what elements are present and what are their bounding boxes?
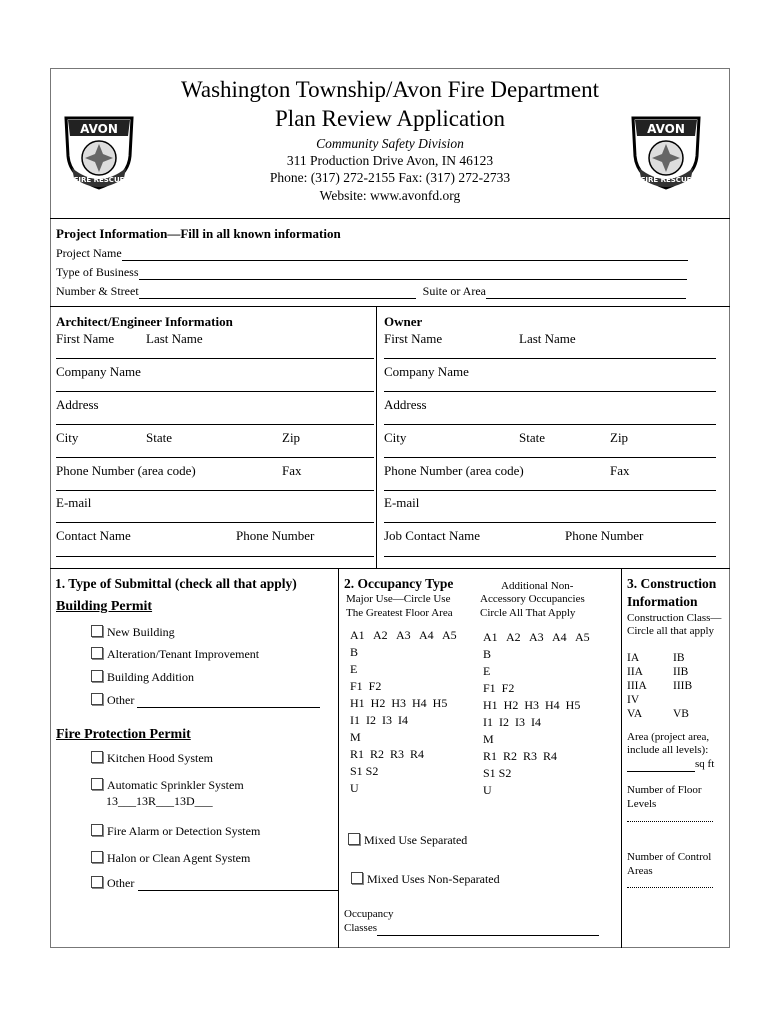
fire-permit-heading: Fire Protection Permit bbox=[56, 727, 191, 742]
occupancy-class-e[interactable]: E bbox=[350, 662, 358, 676]
occupancy-classes-label: Occupancy bbox=[344, 908, 394, 920]
owner-phone-label: Phone Number (area code) bbox=[384, 463, 524, 478]
kitchen-hood-checkbox[interactable] bbox=[91, 751, 103, 763]
additional-label-2: Accessory Occupancies bbox=[480, 593, 585, 605]
architect-email-field[interactable] bbox=[56, 522, 374, 523]
additional-class-h[interactable]: H1 H2 H3 H4 H5 bbox=[483, 698, 581, 712]
owner-address-label: Address bbox=[384, 397, 427, 412]
owner-contact-phone-label: Phone Number bbox=[565, 528, 644, 543]
occupancy-column-divider bbox=[621, 568, 622, 948]
architect-contact-field[interactable] bbox=[56, 556, 374, 557]
occupancy-class-s[interactable]: S1 S2 bbox=[350, 764, 379, 778]
additional-class-m[interactable]: M bbox=[483, 732, 494, 746]
major-use-sublabel: The Greatest Floor Area bbox=[346, 607, 453, 619]
owner-first-name-label: First Name bbox=[384, 331, 443, 346]
department-phone: Phone: (317) 272-2155 Fax: (317) 272-2733 bbox=[269, 170, 511, 185]
building-other-checkbox[interactable] bbox=[91, 693, 103, 705]
project-divider bbox=[50, 306, 730, 307]
project-heading: Project Information—Fill in all known information bbox=[56, 226, 341, 241]
occupancy-class-r[interactable]: R1 R2 R3 R4 bbox=[350, 747, 425, 761]
halon-checkbox[interactable] bbox=[91, 851, 103, 863]
svg-text:FIRE RESCUE: FIRE RESCUE bbox=[73, 176, 125, 184]
new-building-option[interactable]: New Building bbox=[91, 625, 175, 640]
owner-phone-field[interactable] bbox=[384, 490, 716, 491]
suite-label: Suite or Area bbox=[422, 284, 486, 298]
fire-other-option[interactable]: Other bbox=[91, 876, 338, 891]
additional-class-i[interactable]: I1 I2 I3 I4 bbox=[483, 715, 541, 729]
form-title: Washington Township/Avon Fire Department bbox=[181, 77, 599, 102]
street-row bbox=[56, 284, 686, 299]
occupancy-class-h[interactable]: H1 H2 H3 H4 H5 bbox=[350, 696, 448, 710]
project-name-label: Project Name bbox=[56, 246, 122, 260]
construction-types-right bbox=[673, 651, 692, 721]
area-sublabel: include all levels): bbox=[627, 744, 709, 756]
sprinkler-checkbox[interactable] bbox=[91, 778, 103, 790]
floor-levels-label: Number of Floor bbox=[627, 784, 702, 796]
occupancy-class-a[interactable]: A1 A2 A3 A4 A5 bbox=[350, 628, 457, 642]
owner-contact-field[interactable] bbox=[384, 556, 716, 557]
control-areas-sublabel: Areas bbox=[627, 865, 653, 877]
architect-company-field[interactable] bbox=[56, 391, 374, 392]
additional-class-s[interactable]: S1 S2 bbox=[483, 766, 512, 780]
building-addition-checkbox[interactable] bbox=[91, 670, 103, 682]
construction-type-iia[interactable]: IIA bbox=[627, 666, 643, 678]
architect-name-field[interactable] bbox=[56, 358, 374, 359]
architect-phone-field[interactable] bbox=[56, 490, 374, 491]
owner-state-label: State bbox=[519, 430, 545, 445]
owner-city-label: City bbox=[384, 430, 407, 445]
business-type-label: Type of Business bbox=[56, 265, 139, 279]
construction-class-label: Construction Class— bbox=[627, 612, 722, 624]
construction-type-vb[interactable]: VB bbox=[673, 708, 689, 720]
occupancy-class-f[interactable]: F1 F2 bbox=[350, 679, 382, 693]
building-permit-heading: Building Permit bbox=[56, 599, 153, 614]
owner-heading: Owner bbox=[384, 314, 423, 329]
owner-last-name-label: Last Name bbox=[519, 331, 576, 346]
control-areas-field[interactable] bbox=[627, 887, 713, 888]
building-other-field[interactable] bbox=[137, 695, 320, 708]
additional-classes bbox=[483, 630, 590, 800]
svg-text:FIRE RESCUE: FIRE RESCUE bbox=[640, 176, 692, 184]
additional-class-a[interactable]: A1 A2 A3 A4 A5 bbox=[483, 630, 590, 644]
owner-address-field[interactable] bbox=[384, 424, 716, 425]
mixed-separated-option[interactable]: Mixed Use Separated bbox=[348, 833, 467, 848]
building-addition-option[interactable]: Building Addition bbox=[91, 670, 194, 685]
architect-last-name-label: Last Name bbox=[146, 331, 203, 346]
occupancy-class-b[interactable]: B bbox=[350, 645, 359, 659]
header-divider bbox=[50, 218, 730, 219]
sprinkler-types[interactable]: 13___13R___13D___ bbox=[106, 794, 213, 808]
architect-phone-label: Phone Number (area code) bbox=[56, 463, 196, 478]
fire-alarm-checkbox[interactable] bbox=[91, 824, 103, 836]
area-label: Area (project area, bbox=[627, 731, 710, 743]
occupancy-class-u[interactable]: U bbox=[350, 781, 359, 795]
owner-zip-label: Zip bbox=[610, 430, 629, 445]
division-name: Community Safety Division bbox=[316, 136, 464, 151]
business-type-field[interactable] bbox=[139, 267, 687, 280]
construction-heading-2: Information bbox=[627, 594, 698, 609]
construction-heading: 3. Construction bbox=[627, 576, 717, 591]
owner-company-label: Company Name bbox=[384, 364, 469, 379]
svg-text:AVON: AVON bbox=[80, 122, 118, 136]
area-row: sq ft bbox=[627, 757, 714, 772]
project-name-row bbox=[56, 246, 688, 261]
architect-fax-label: Fax bbox=[282, 463, 302, 478]
construction-types-left bbox=[627, 651, 647, 721]
additional-class-r[interactable]: R1 R2 R3 R4 bbox=[483, 749, 558, 763]
svg-text:AVON: AVON bbox=[647, 122, 685, 136]
owner-email-field[interactable] bbox=[384, 522, 716, 523]
major-use-classes bbox=[350, 628, 457, 798]
owner-email-label: E-mail bbox=[384, 495, 420, 510]
street-field[interactable] bbox=[139, 286, 416, 299]
occupancy-classes-row: Classes bbox=[344, 921, 599, 936]
contacts-divider bbox=[50, 568, 730, 569]
sprinkler-option[interactable]: Automatic Sprinkler System bbox=[91, 778, 244, 793]
halon-option[interactable]: Halon or Clean Agent System bbox=[91, 851, 250, 866]
architect-address-label: Address bbox=[56, 397, 99, 412]
new-building-checkbox[interactable] bbox=[91, 625, 103, 637]
occupancy-heading: 2. Occupancy Type bbox=[344, 576, 454, 591]
mixed-non-separated-checkbox[interactable] bbox=[351, 872, 363, 884]
additional-class-e[interactable]: E bbox=[483, 664, 491, 678]
additional-class-b[interactable]: B bbox=[483, 647, 492, 661]
form-subtitle: Plan Review Application bbox=[275, 106, 505, 131]
architect-heading: Architect/Engineer Information bbox=[56, 314, 233, 329]
floor-levels-sublabel: Levels bbox=[627, 798, 657, 810]
kitchen-hood-option[interactable]: Kitchen Hood System bbox=[91, 751, 213, 766]
mixed-separated-checkbox[interactable] bbox=[348, 833, 360, 845]
construction-type-iv[interactable]: IV bbox=[627, 694, 640, 706]
floor-levels-field[interactable] bbox=[627, 821, 713, 822]
building-other-option[interactable]: Other bbox=[91, 693, 320, 708]
construction-type-blank bbox=[673, 693, 692, 707]
additional-label-3: Circle All That Apply bbox=[480, 607, 576, 619]
owner-contact-label: Job Contact Name bbox=[384, 528, 481, 543]
additional-class-f[interactable]: F1 F2 bbox=[483, 681, 515, 695]
additional-class-u[interactable]: U bbox=[483, 783, 492, 797]
owner-fax-label: Fax bbox=[610, 463, 630, 478]
alteration-option[interactable]: Alteration/Tenant Improvement bbox=[91, 647, 259, 662]
construction-class-sublabel: Circle all that apply bbox=[627, 625, 715, 637]
additional-label: Additional Non- bbox=[501, 580, 574, 592]
owner-name-field[interactable] bbox=[384, 358, 716, 359]
occupancy-classes-field[interactable] bbox=[377, 925, 599, 936]
owner-company-field[interactable] bbox=[384, 391, 716, 392]
department-address: 311 Production Drive Avon, IN 46123 bbox=[286, 153, 494, 168]
area-field[interactable] bbox=[627, 761, 695, 772]
fire-alarm-option[interactable]: Fire Alarm or Detection System bbox=[91, 824, 260, 839]
architect-contact-phone-label: Phone Number bbox=[236, 528, 315, 543]
fire-other-field[interactable] bbox=[138, 878, 338, 891]
architect-contact-label: Contact Name bbox=[56, 528, 131, 543]
department-website: Website: www.avonfd.org bbox=[319, 188, 461, 203]
architect-zip-label: Zip bbox=[282, 430, 301, 445]
architect-email-label: E-mail bbox=[56, 495, 92, 510]
fire-other-checkbox[interactable] bbox=[91, 876, 103, 888]
occupancy-class-i[interactable]: I1 I2 I3 I4 bbox=[350, 713, 408, 727]
project-name-field[interactable] bbox=[122, 248, 688, 261]
construction-type-ib[interactable]: IB bbox=[673, 652, 685, 664]
occupancy-class-m[interactable]: M bbox=[350, 730, 361, 744]
street-label: Number & Street bbox=[56, 284, 139, 298]
control-areas-label: Number of Control bbox=[627, 851, 712, 863]
architect-first-name-label: First Name bbox=[56, 331, 115, 346]
alteration-checkbox[interactable] bbox=[91, 647, 103, 659]
submittal-heading: 1. Type of Submittal (check all that apply) bbox=[55, 576, 297, 591]
business-type-row bbox=[56, 265, 687, 280]
submittal-column-divider bbox=[338, 568, 339, 948]
architect-city-label: City bbox=[56, 430, 79, 445]
mixed-non-separated-option[interactable]: Mixed Uses Non-Separated bbox=[351, 872, 500, 887]
construction-type-iiib[interactable]: IIIB bbox=[673, 680, 693, 692]
construction-type-iiia[interactable]: IIIA bbox=[627, 680, 647, 692]
architect-state-label: State bbox=[146, 430, 172, 445]
architect-city-field[interactable] bbox=[56, 457, 374, 458]
construction-type-ia[interactable]: IA bbox=[627, 652, 640, 664]
architect-address-field[interactable] bbox=[56, 424, 374, 425]
major-use-label: Major Use—Circle Use bbox=[346, 593, 451, 605]
architect-company-label: Company Name bbox=[56, 364, 141, 379]
suite-field[interactable] bbox=[486, 286, 686, 299]
construction-type-va[interactable]: VA bbox=[627, 708, 643, 720]
construction-type-iib[interactable]: IIB bbox=[673, 666, 689, 678]
owner-city-field[interactable] bbox=[384, 457, 716, 458]
contacts-column-divider bbox=[376, 306, 377, 568]
